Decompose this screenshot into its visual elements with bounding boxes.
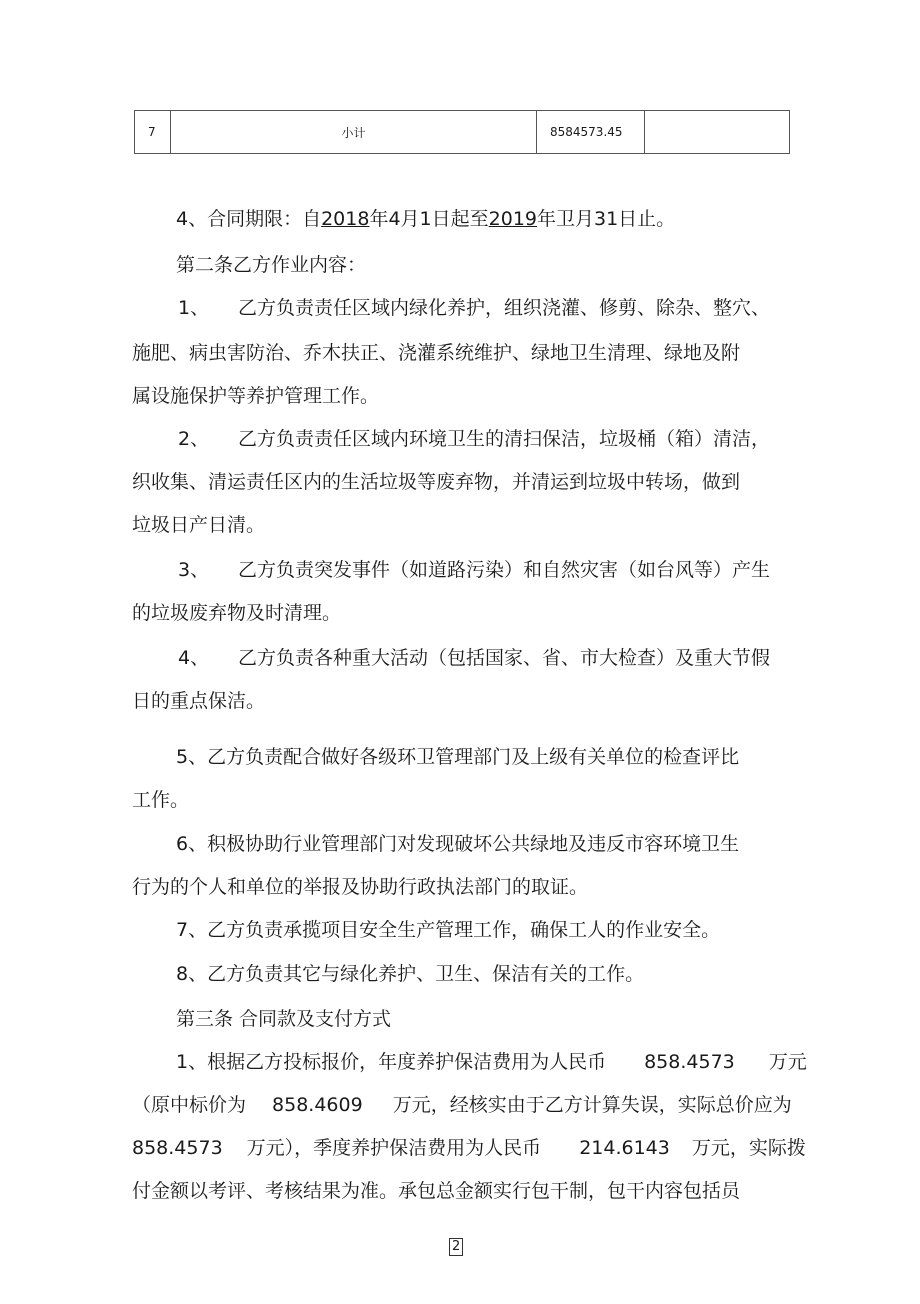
item3-line1: 乙方负责突发事件（如道路污染）和自然灾害（如台风等）产生 (238, 559, 771, 581)
row-name: 小计 (171, 111, 537, 153)
item1-line1: 乙方负责责任区域内绿化养护，组织浇灌、修剪、除杂、整穴、 (238, 297, 771, 319)
article2-title: 第二条乙方作业内容： (176, 254, 367, 276)
item3-line2: 的垃圾废弃物及时清理。 (132, 602, 342, 624)
item5-line2: 工作。 (132, 789, 190, 811)
item1-num: 1、 (178, 297, 210, 319)
item6-line2: 行为的个人和单位的举报及协助行政执法部门的取证。 (132, 876, 589, 898)
row-note (645, 111, 789, 153)
item2-line1: 乙方负责责任区域内环境卫生的清扫保洁，垃圾桶（箱）清洁， (238, 428, 771, 450)
article3-p1-line3: 858.4573 万元），季度养护保洁费用为人民币 214.6143 万元，实际拨 (132, 1137, 806, 1159)
row-index: 7 (135, 111, 171, 153)
article3-title: 第三条 合同款及支付方式 (176, 1008, 392, 1030)
item7: 7、乙方负责承揽项目安全生产管理工作，确保工人的作业安全。 (176, 919, 721, 941)
item1-line2: 施肥、病虫害防治、乔木扶正、浇灌系统维护、绿地卫生清理、绿地及附 (132, 342, 741, 364)
item2-num: 2、 (178, 428, 210, 450)
article3-p1-line4: 付金额以考评、考核结果为准。承包总金额实行包干制，包干内容包括员 (132, 1180, 741, 1202)
item5-line1: 5、乙方负责配合做好各级环卫管理部门及上级有关单位的检查评比 (176, 746, 740, 768)
item6-line1: 6、积极协助行业管理部门对发现破坏公共绿地及违反市容环境卫生 (176, 833, 740, 855)
contract-term: 4、合同期限：自2018年4月1日起至2019年卫月31日止。 (176, 208, 676, 230)
item1-line3: 属设施保护等养护管理工作。 (132, 385, 380, 407)
item2-line3: 垃圾日产日清。 (132, 514, 266, 536)
item4-line1: 乙方负责各种重大活动（包括国家、省、市大检查）及重大节假 (238, 647, 771, 669)
subtotal-table (134, 110, 790, 154)
item4-line2: 日的重点保洁。 (132, 690, 266, 712)
item2-line2: 织收集、清运责任区内的生活垃圾等废弃物，并清运到垃圾中转场，做到 (132, 471, 741, 493)
article3-p1-line2: （原中标价为 858.4609 万元，经核实由于乙方计算失误，实际总价应为 (132, 1094, 792, 1116)
item8: 8、乙方负责其它与绿化养护、卫生、保洁有关的工作。 (176, 963, 645, 985)
article3-p1-line1: 1、根据乙方投标报价，年度养护保洁费用为人民币 858.4573 万元 (176, 1051, 807, 1073)
item3-num: 3、 (178, 559, 210, 581)
item4-num: 4、 (178, 647, 210, 669)
page-number: 2 (449, 1238, 463, 1256)
row-amount: 8584573.45 (537, 111, 645, 153)
